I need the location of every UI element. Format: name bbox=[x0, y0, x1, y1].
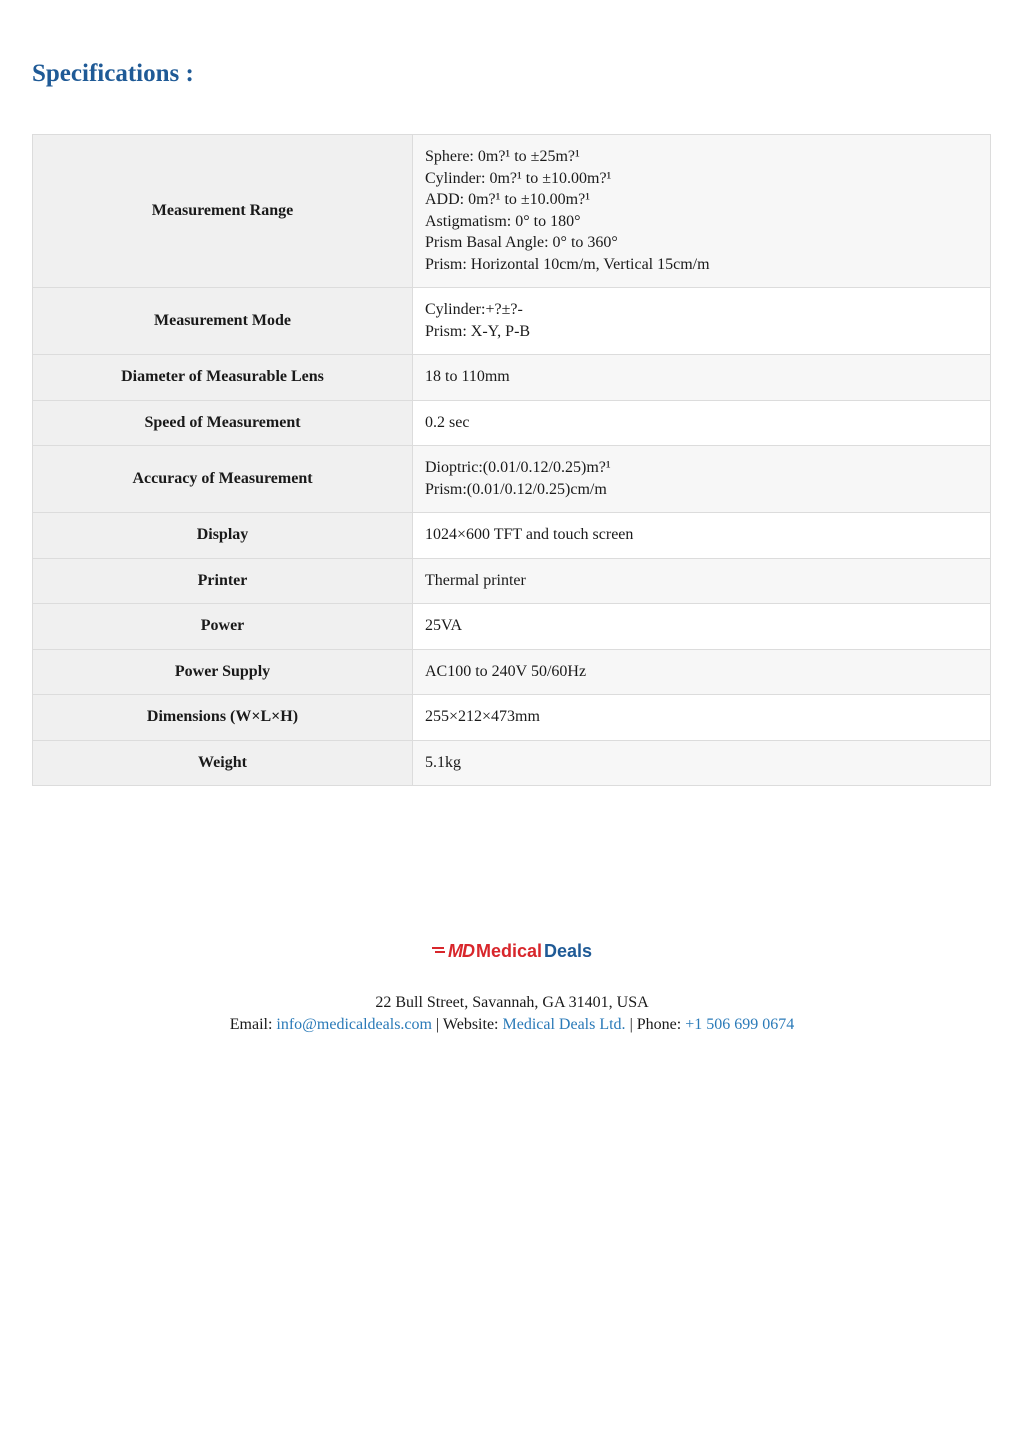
spec-label: Dimensions (W×L×H) bbox=[33, 695, 413, 741]
speed-lines-icon bbox=[432, 945, 446, 957]
logo-word-medical: Medical bbox=[475, 940, 542, 961]
table-row bbox=[33, 695, 991, 741]
table-row bbox=[33, 400, 991, 446]
spec-value-line: Cylinder: 0m?¹ to ±10.00m?¹ bbox=[425, 169, 612, 187]
table-row bbox=[33, 288, 991, 355]
spec-value bbox=[413, 558, 991, 604]
table-row bbox=[33, 513, 991, 559]
website-link[interactable]: Medical Deals Ltd. bbox=[502, 1016, 626, 1033]
spec-value-line: 25VA bbox=[425, 617, 463, 634]
spec-label: Power Supply bbox=[33, 649, 413, 695]
spec-value bbox=[413, 446, 991, 513]
spec-value-line: 255×212×473mm bbox=[425, 708, 540, 725]
spec-label: Measurement Mode bbox=[33, 288, 413, 355]
footer bbox=[0, 938, 1024, 1036]
spec-value-line: Prism: X-Y, P-B bbox=[425, 322, 531, 340]
spec-value-line: Prism: Horizontal 10cm/m, Vertical 15cm/m bbox=[425, 255, 710, 273]
spec-label: Accuracy of Measurement bbox=[33, 446, 413, 513]
table-row bbox=[33, 604, 991, 650]
email-link[interactable]: info@medicaldeals.com bbox=[276, 1016, 432, 1033]
table-row bbox=[33, 740, 991, 786]
spec-value bbox=[413, 135, 991, 288]
table-row bbox=[33, 446, 991, 513]
spec-value-line: 18 to 110mm bbox=[425, 368, 510, 385]
spec-value bbox=[413, 513, 991, 559]
spec-label: Measurement Range bbox=[33, 135, 413, 288]
spec-value-line: AC100 to 240V 50/60Hz bbox=[425, 662, 587, 680]
page-title: Specifications : bbox=[32, 60, 194, 87]
spec-value bbox=[413, 400, 991, 446]
spec-value bbox=[413, 695, 991, 741]
table-row bbox=[33, 135, 991, 288]
table-row bbox=[33, 558, 991, 604]
spec-label: Printer bbox=[33, 558, 413, 604]
spec-value-line: 0.2 sec bbox=[425, 413, 470, 431]
spec-value-line: Prism:(0.01/0.12/0.25)cm/m bbox=[425, 480, 607, 498]
spec-value bbox=[413, 649, 991, 695]
spec-label: Diameter of Measurable Lens bbox=[33, 355, 413, 401]
spec-value bbox=[413, 740, 991, 786]
contact-line bbox=[0, 1014, 1024, 1036]
spec-label: Weight bbox=[33, 740, 413, 786]
logo-mark: MD bbox=[447, 940, 474, 961]
spec-label: Speed of Measurement bbox=[33, 400, 413, 446]
website-label: | Website: bbox=[435, 1016, 499, 1033]
spec-value bbox=[413, 288, 991, 355]
medical-deals-logo[interactable] bbox=[432, 938, 592, 964]
table-row bbox=[33, 649, 991, 695]
phone-label: | Phone: bbox=[629, 1016, 682, 1033]
phone-link[interactable]: +1 506 699 0674 bbox=[685, 1016, 795, 1033]
spec-value bbox=[413, 355, 991, 401]
email-label: Email: bbox=[229, 1016, 273, 1033]
spec-value-line: Prism Basal Angle: 0° to 360° bbox=[425, 234, 618, 251]
spec-value-line: Sphere: 0m?¹ to ±25m?¹ bbox=[425, 148, 580, 165]
logo-word-deals: Deals bbox=[543, 940, 593, 961]
table-row bbox=[33, 355, 991, 401]
spec-value-line: ADD: 0m?¹ to ±10.00m?¹ bbox=[425, 191, 591, 208]
spec-label: Display bbox=[33, 513, 413, 559]
spec-value-line: 1024×600 TFT and touch screen bbox=[425, 526, 634, 543]
spec-value-line: Dioptric:(0.01/0.12/0.25)m?¹ bbox=[425, 459, 611, 476]
specifications-table bbox=[32, 134, 991, 786]
spec-value-line: 5.1kg bbox=[425, 753, 461, 771]
address: 22 Bull Street, Savannah, GA 31401, USA bbox=[375, 994, 649, 1011]
spec-value-line: Thermal printer bbox=[425, 571, 526, 589]
spec-value bbox=[413, 604, 991, 650]
spec-value-line: Cylinder:+?±?- bbox=[425, 301, 523, 318]
spec-label: Power bbox=[33, 604, 413, 650]
spec-value-line: Astigmatism: 0° to 180° bbox=[425, 212, 581, 230]
